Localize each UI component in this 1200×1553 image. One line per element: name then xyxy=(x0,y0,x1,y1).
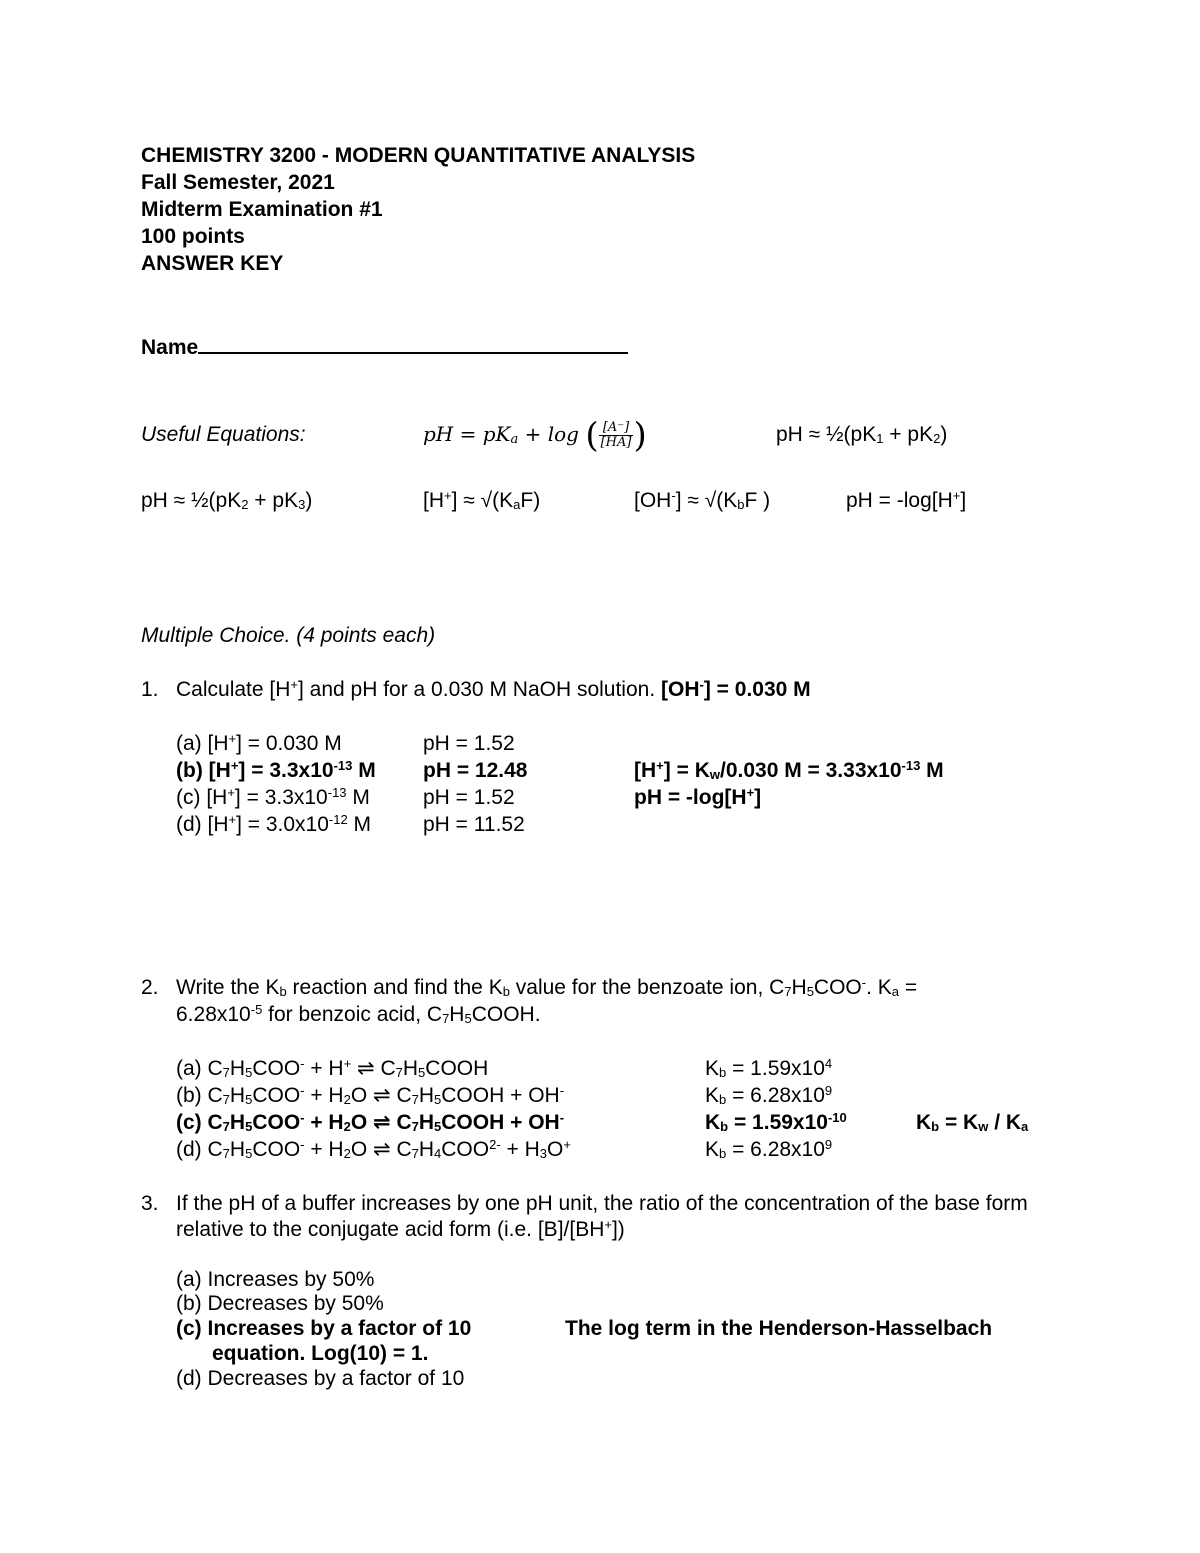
name-field xyxy=(141,332,628,361)
name-blank-line xyxy=(198,332,628,354)
q1-number: 1. xyxy=(141,678,159,701)
multiple-choice-header: Multiple Choice. (4 points each) xyxy=(141,624,436,647)
q3-explanation-line2: equation. Log(10) = 1. xyxy=(212,1342,429,1365)
equation-ph-pk1-pk2: pH ≈ $\frac{1}{2}(pK_1 + pK_2)$ xyxy=(776,423,948,446)
q1-option-a: (a) [H+] = 0.030 M xyxy=(176,731,342,755)
q1-option-a-ph: pH = 1.52 xyxy=(423,732,515,755)
q2-option-d-kb: $K_b = 6.28x10^9$ xyxy=(705,1137,833,1161)
q2-text-line2: $6.28x10^{-5}$ for benzoic acid, $C_7H_5COOH$. xyxy=(176,1002,541,1026)
course-title: CHEMISTRY 3200 - MODERN QUANTITATIVE ANALYSIS xyxy=(141,144,696,167)
equation-ph-pk2-pk3: pH ≈ $\frac{1}{2}(pK_2 + pK_3)$ xyxy=(141,489,313,512)
henderson-hasselbalch-equation: pH = $pK_a + \log$ ( $\frac{[A^-]}{[HA]}$ ) xyxy=(423,415,647,456)
q1-text: Calculate [H+] and pH for a 0.030 M NaOH solution. [OH-] = 0.030 M xyxy=(176,677,811,701)
q3-option-b: (b) Decreases by 50% xyxy=(176,1292,384,1315)
q1-option-d: (d) $[H^+] = 3.0x10^{-12}$ M xyxy=(176,812,372,836)
q1-option-d-ph: pH = 11.52 xyxy=(423,813,525,836)
q1-work-ph-calc: pH = -log[H+] xyxy=(634,785,762,809)
semester: Fall Semester, 2021 xyxy=(141,171,335,194)
q1-option-c-ph: pH = 1.52 xyxy=(423,786,515,809)
equations-label: Useful Equations: xyxy=(141,423,306,446)
q3-option-d: (d) Decreases by a factor of 10 xyxy=(176,1367,465,1390)
q3-option-c: (c) Increases by a factor of 10 xyxy=(176,1317,472,1340)
q1-option-b-ph: pH = 12.48 xyxy=(423,759,528,782)
total-points: 100 points xyxy=(141,225,245,248)
q2-text-line1: Write the $K_b$ reaction and find the $K_b$ value for the benzoate ion, $C_7H_5COO^-$. $K_a$ = xyxy=(176,975,918,999)
q2-option-a: (a) $C_7H_5COO^- + H^+$ ⇌ $C_7H_5COOH$ xyxy=(176,1056,489,1080)
equation-ph-log: pH = -log[H+] xyxy=(846,488,967,512)
q1-given-oh: [OH-] = 0.030 M xyxy=(661,677,811,701)
equation-oh-kb: $[OH^-] \approx √(K_bF$ ) xyxy=(634,488,771,512)
q3-number: 3. xyxy=(141,1192,159,1215)
exam-title: Midterm Examination #1 xyxy=(141,198,383,221)
q2-option-c: (c) $C_7H_5COO^- + H_2O$ ⇌ $C_7H_5COOH + OH^-$ xyxy=(176,1110,565,1134)
q3-text-line2: relative to the conjugate acid form (i.e. [B]/[BH+]) xyxy=(176,1217,625,1241)
q3-explanation-line1: The log term in the Henderson-Hasselbach xyxy=(565,1317,993,1340)
q2-kb-relation: $K_b = K_w / K_a$ xyxy=(916,1111,1029,1134)
q2-option-a-kb: $K_b = 1.59x10^4$ xyxy=(705,1056,833,1080)
q1-option-c: (c) $[H^+] = 3.3x10^{-13}$ M xyxy=(176,785,370,809)
answer-key-label: ANSWER KEY xyxy=(141,252,284,275)
q2-option-b: (b) $C_7H_5COO^- + H_2O$ ⇌ $C_7H_5COOH + OH^-$ xyxy=(176,1083,565,1107)
q3-option-a: (a) Increases by 50% xyxy=(176,1268,375,1291)
q3-text-line1: If the pH of a buffer increases by one pH unit, the ratio of the concentration of the base form xyxy=(176,1192,1028,1215)
equation-h-ka: $[H^+] \approx √(K_aF)$ xyxy=(423,488,541,512)
q1-work-h-calc: $[H^+] = K_w/0.030$ $M = 3.33x10^{-13}$ M xyxy=(634,758,944,782)
q2-option-d: (d) $C_7H_5COO^- + H_2O$ ⇌ $C_7H_4COO^{2-} + H_3O^+$ xyxy=(176,1137,571,1161)
q2-option-c-kb: $K_b = 1.59x10^{-10}$ xyxy=(705,1110,847,1134)
q2-number: 2. xyxy=(141,976,159,999)
name-label: Name xyxy=(141,336,199,359)
q1-option-b: (b) $[H^+] = 3.3x10^{-13}$ M xyxy=(176,758,376,782)
q2-option-b-kb: $K_b = 6.28x10^9$ xyxy=(705,1083,833,1107)
